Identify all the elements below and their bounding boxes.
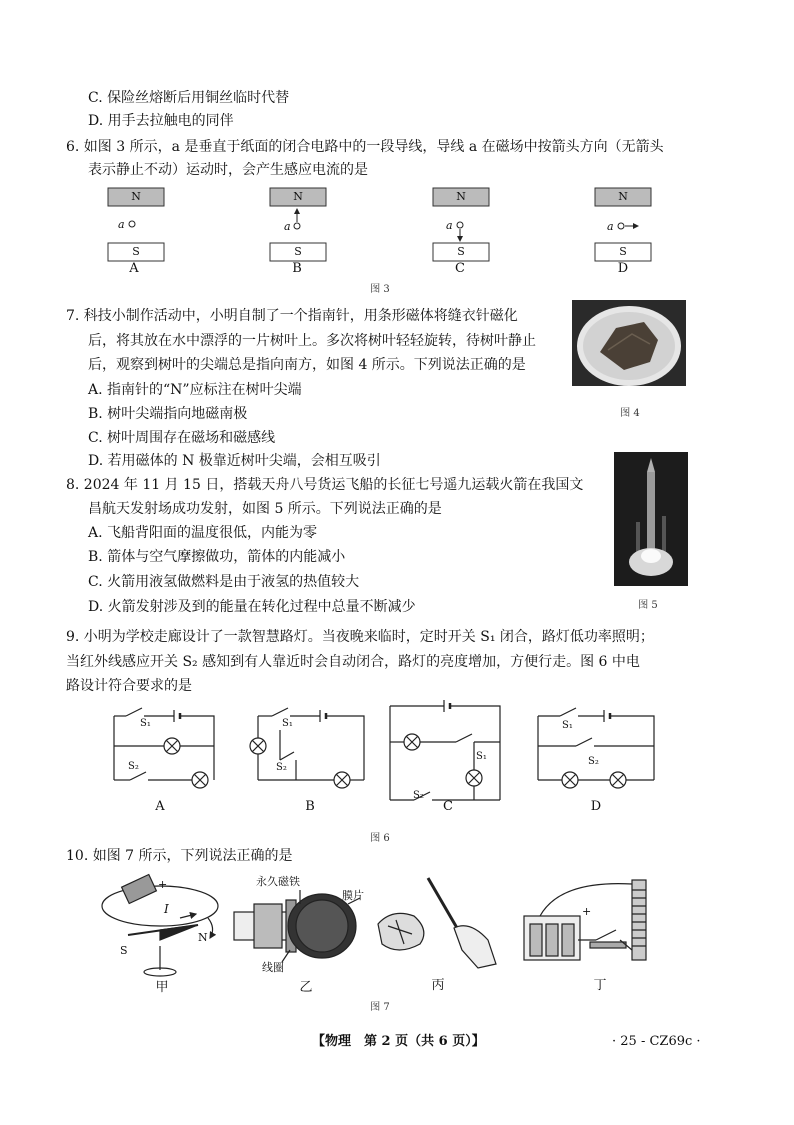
circuit-d-s2-label: S₂ [588, 756, 599, 767]
fig3-caption: 图 3 [370, 284, 390, 295]
fig7-bing [378, 878, 496, 968]
q8-option-d: D. 火箭发射涉及到的能量在转化过程中总量不断减少 [88, 599, 416, 615]
fig6-label-b: B [305, 799, 315, 814]
circuit-c-s2-label: S₂ [413, 790, 424, 801]
circuit-a-s2-label: S₂ [128, 761, 139, 772]
fig7-label-bing: 丙 [431, 978, 445, 993]
fig3-label-d: D [617, 261, 629, 276]
q7-option-a: A. 指南针的“N”应标注在树叶尖端 [88, 382, 302, 398]
fig7-label-ding: 丁 [593, 978, 607, 993]
fig7-yi-membrane-label: 膜片 [342, 889, 364, 902]
fig6-caption: 图 6 [370, 833, 390, 844]
q9-stem-line1: 9. 小明为学校走廊设计了一款智慧路灯。当夜晚来临时，定时开关 S₁ 闭合，路灯低功率照明； [66, 629, 654, 645]
q7-stem-line2: 后，将其放在水中漂浮的一片树叶上。多次将树叶轻轻旋转，待树叶静止 [88, 333, 536, 349]
q8-option-a: A. 飞船背阳面的温度很低，内能为零 [88, 525, 318, 541]
fig7-ding-plus-label: + [582, 905, 592, 918]
fig3-c-wire-label: a [446, 219, 453, 232]
fig6-label-c: C [443, 799, 453, 814]
q5-option-c: C. 保险丝熔断后用铜丝临时代替 [88, 90, 290, 106]
footer-code: · 25 - CZ69c · [612, 1034, 701, 1049]
q7-stem-line3: 后，观察到树叶的尖端总是指向南方，如图 4 所示。下列说法正确的是 [88, 357, 526, 373]
q9-stem-line3: 路设计符合要求的是 [66, 678, 192, 694]
fig7-jia-s-label: S [120, 944, 128, 957]
fig4-caption: 图 4 [620, 408, 640, 419]
q6-stem-line2: 表示静止不动）运动时，会产生感应电流的是 [88, 162, 368, 178]
q7-option-c: C. 树叶周围存在磁场和磁感线 [88, 430, 276, 446]
fig6-label-a: A [155, 799, 165, 814]
fig3-b-n-label: N [293, 190, 303, 203]
fig7-jia-plus-label: + [158, 878, 168, 891]
q9-stem-line2: 当红外线感应开关 S₂ 感知到有人靠近时会自动闭合，路灯的亮度增加，方便行走。图 6 中电 [66, 654, 640, 670]
fig7-yi-magnet-label: 永久磁铁 [256, 875, 300, 888]
fig3-a-n-label: N [131, 190, 141, 203]
fig3-d-wire-label: a [607, 220, 614, 233]
fig3-a-wire-label: a [118, 218, 125, 231]
fig3-label-b: B [292, 261, 302, 276]
fig3-c-n-label: N [456, 190, 466, 203]
footer-page-info: 【物理 第 2 页（共 6 页）】 [312, 1034, 485, 1049]
q8-stem-line2: 昌航天发射场成功发射，如图 5 所示。下列说法正确的是 [88, 501, 442, 517]
fig3-label-a: A [129, 261, 139, 276]
fig3-label-c: C [455, 261, 465, 276]
q8-option-c: C. 火箭用液氢做燃料是由于液氢的热值较大 [88, 574, 360, 590]
q5-option-d: D. 用手去拉触电的同伴 [88, 113, 234, 129]
fig3-a-s-label: S [132, 245, 140, 258]
fig7-label-yi: 乙 [299, 980, 313, 995]
fig5-caption: 图 5 [638, 600, 658, 611]
fig7-label-jia: 甲 [155, 980, 169, 995]
fig3-b-s-label: S [294, 245, 302, 258]
q8-option-b: B. 箭体与空气摩擦做功，箭体的内能减小 [88, 549, 346, 565]
fig7-yi-coil-label: 线圈 [262, 961, 284, 974]
q8-stem-line1: 8. 2024 年 11 月 15 日，搭载天舟八号货运飞船的长征七号遥九运载火箭在我国文 [66, 477, 584, 493]
circuit-c-s1-label: S₁ [476, 751, 487, 762]
circuit-d-s1-label: S₁ [562, 720, 573, 731]
q7-stem-line1: 7. 科技小制作活动中，小明自制了一个指南针，用条形磁体将缝衣针磁化 [66, 308, 518, 324]
fig3-d-s-label: S [619, 245, 627, 258]
q10-stem: 10. 如图 7 所示，下列说法正确的是 [66, 848, 293, 864]
q7-option-d: D. 若用磁体的 N 极靠近树叶尖端，会相互吸引 [88, 453, 381, 469]
circuit-b-s1-label: S₁ [282, 718, 293, 729]
fig3-b-wire-label: a [284, 220, 291, 233]
q6-stem-line1: 6. 如图 3 所示，a 是垂直于纸面的闭合电路中的一段导线，导线 a 在磁场中按箭头方向（无箭头 [66, 139, 664, 155]
fig7-jia-current-label: I [164, 902, 169, 916]
fig3-d-n-label: N [618, 190, 628, 203]
fig7-caption: 图 7 [370, 1002, 390, 1013]
q7-option-b: B. 树叶尖端指向地磁南极 [88, 406, 248, 422]
fig3-c-s-label: S [457, 245, 465, 258]
fig6-label-d: D [590, 799, 602, 814]
circuit-b-s2-label: S₂ [276, 762, 287, 773]
circuit-a-s1-label: S₁ [140, 718, 151, 729]
fig7-jia-n-label: N [198, 931, 208, 944]
